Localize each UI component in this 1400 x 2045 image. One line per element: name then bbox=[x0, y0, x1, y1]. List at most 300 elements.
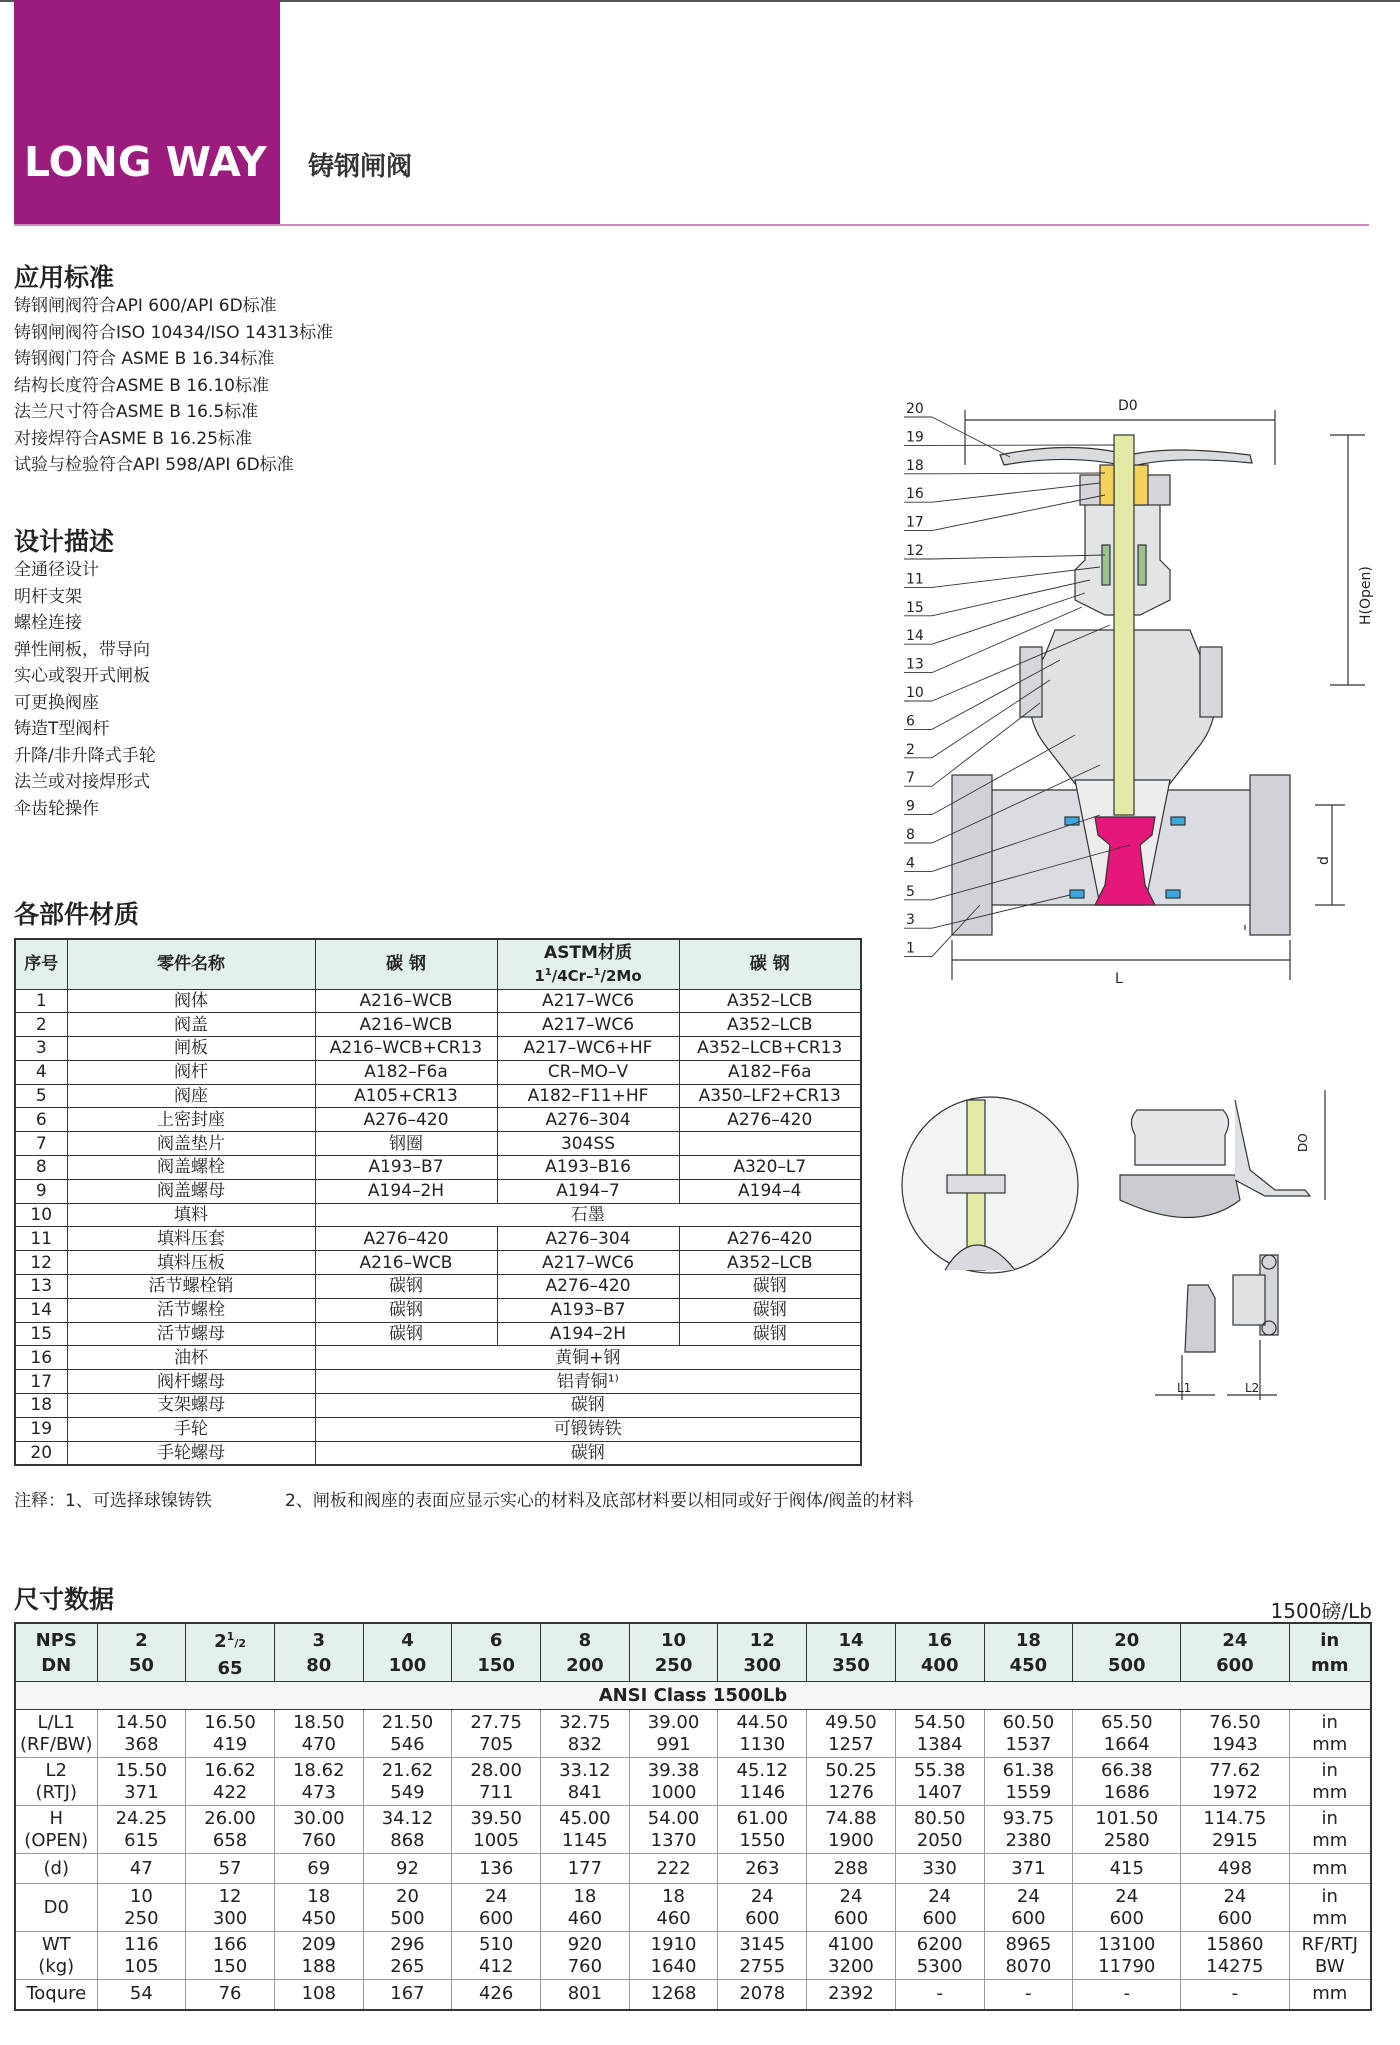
callout-number: 19 bbox=[906, 429, 924, 446]
part-no: 13 bbox=[15, 1275, 67, 1299]
material-cell: A276–420 bbox=[315, 1227, 497, 1251]
material-row bbox=[15, 1132, 861, 1156]
material-row bbox=[15, 1084, 861, 1108]
nps-label: NPS bbox=[35, 1629, 77, 1651]
material-row bbox=[15, 1417, 861, 1441]
design-item: 螺栓连接 bbox=[14, 613, 82, 633]
material-cell: 碳钢 bbox=[315, 1394, 861, 1418]
nps-value: 3 bbox=[312, 1629, 326, 1651]
dim-cell: 80.50 2050 bbox=[895, 1806, 984, 1854]
dim-row bbox=[15, 1806, 1371, 1854]
valve-section-drawing bbox=[900, 385, 1374, 1005]
callout-number: 20 bbox=[906, 401, 924, 417]
dim-cell: 330 bbox=[895, 1854, 984, 1884]
part-no: 20 bbox=[15, 1441, 67, 1465]
design-item: 伞齿轮操作 bbox=[14, 798, 99, 819]
dim-cell: 93.75 2380 bbox=[984, 1806, 1073, 1854]
callout-number: 6 bbox=[906, 713, 915, 730]
dim-cell: 167 bbox=[363, 1980, 452, 2010]
standard-item: 试验与检验符合API 598/API 6D标准 bbox=[14, 455, 294, 475]
callout-number: 17 bbox=[906, 514, 924, 531]
dn-label: DN bbox=[41, 1654, 72, 1676]
material-row bbox=[15, 989, 861, 1013]
material-cell: A350–LF2+CR13 bbox=[679, 1084, 861, 1108]
part-no: 11 bbox=[15, 1227, 67, 1251]
part-name: 阀座 bbox=[67, 1084, 315, 1108]
material-row bbox=[15, 1322, 861, 1346]
dim-cell: 415 bbox=[1073, 1854, 1181, 1884]
dim-cell: 116 105 bbox=[97, 1932, 186, 1980]
part-no: 19 bbox=[15, 1417, 67, 1441]
callout-leader bbox=[932, 483, 1100, 502]
dim-cell: 114.75 2915 bbox=[1181, 1806, 1289, 1854]
dim-row-label: Toqure bbox=[15, 1980, 97, 2010]
part-name: 支架螺母 bbox=[67, 1394, 315, 1418]
dim-row-label: D0 bbox=[15, 1884, 97, 1932]
material-cell: 碳钢 bbox=[679, 1298, 861, 1322]
callout-number: 8 bbox=[906, 827, 915, 843]
note-1: 注释：1、可选择球镍铸铁 bbox=[14, 1491, 212, 1511]
part-no: 14 bbox=[15, 1298, 67, 1322]
design-item: 明杆支架 bbox=[14, 586, 82, 607]
dn-value: 65 bbox=[217, 1658, 243, 1679]
nps-value: 20 bbox=[1114, 1629, 1140, 1651]
dim-label-l: L bbox=[1115, 971, 1123, 987]
dim-cell: 10 250 bbox=[97, 1884, 186, 1932]
nps-value: 16 bbox=[927, 1629, 953, 1651]
dimensions-title: 尺寸数据 bbox=[14, 1585, 115, 1614]
dim-cell: 166 150 bbox=[186, 1932, 275, 1980]
material-cell: 石墨 bbox=[315, 1203, 861, 1227]
size-header bbox=[984, 1623, 1073, 1682]
material-cell: A193–B7 bbox=[315, 1156, 497, 1180]
design-item: 可更换阀座 bbox=[14, 692, 99, 713]
dim-cell: 49.50 1257 bbox=[807, 1710, 896, 1758]
dim-cell: - bbox=[1073, 1980, 1181, 2010]
material-row bbox=[15, 1346, 861, 1370]
dim-cell: 77.62 1972 bbox=[1181, 1758, 1289, 1806]
dim-row bbox=[15, 1980, 1371, 2010]
material-cell: 钢圈 bbox=[315, 1132, 497, 1156]
callout-leader bbox=[932, 703, 1040, 786]
design-list bbox=[14, 557, 156, 822]
dim-cell: 3145 2755 bbox=[718, 1932, 807, 1980]
part-name: 手轮 bbox=[67, 1417, 315, 1441]
dim-cell: 30.00 760 bbox=[274, 1806, 363, 1854]
part-no: 17 bbox=[15, 1370, 67, 1394]
dim-cell: 288 bbox=[807, 1854, 896, 1884]
part-name: 活节螺母 bbox=[67, 1322, 315, 1346]
dim-row bbox=[15, 1710, 1371, 1758]
part-no: 15 bbox=[15, 1322, 67, 1346]
dim-cell: 32.75 832 bbox=[541, 1710, 630, 1758]
material-cell: A217–WC6 bbox=[497, 1013, 679, 1037]
dim-cell: - bbox=[1181, 1980, 1289, 2010]
callout-number: 7 bbox=[906, 770, 915, 787]
brand-block bbox=[14, 0, 280, 225]
material-cell: 碳钢 bbox=[679, 1322, 861, 1346]
nps-value: 10 bbox=[661, 1629, 687, 1651]
dim-cell: 15860 14275 bbox=[1181, 1932, 1289, 1980]
dim-cell: 55.38 1407 bbox=[895, 1758, 984, 1806]
dim-cell: 76.50 1943 bbox=[1181, 1710, 1289, 1758]
dim-cell: 18 460 bbox=[541, 1884, 630, 1932]
material-row bbox=[15, 1179, 861, 1203]
dim-row bbox=[15, 1932, 1371, 1980]
unit-cell: mm bbox=[1289, 1854, 1371, 1884]
material-cell: A352–LCB bbox=[679, 1251, 861, 1275]
dim-cell: 1268 bbox=[629, 1980, 718, 2010]
material-cell: 碳钢 bbox=[315, 1322, 497, 1346]
dim-cell: 60.50 1537 bbox=[984, 1710, 1073, 1758]
material-cell: A182–F6a bbox=[679, 1060, 861, 1084]
design-item: 铸造T型阀杆 bbox=[14, 719, 110, 739]
part-no: 10 bbox=[15, 1203, 67, 1227]
dim-label-d: d bbox=[1316, 856, 1332, 865]
dim-cell: - bbox=[984, 1980, 1073, 2010]
part-no: 12 bbox=[15, 1251, 67, 1275]
size-header bbox=[1073, 1623, 1181, 1682]
col-carbon-2: 碳 钢 bbox=[679, 939, 861, 989]
col-carbon-1: 碳 钢 bbox=[315, 939, 497, 989]
dim-cell: 28.00 711 bbox=[452, 1758, 541, 1806]
dim-cell: 45.00 1145 bbox=[541, 1806, 630, 1854]
dim-label-d0: D0 bbox=[1118, 398, 1138, 414]
material-cell: A216–WCB bbox=[315, 989, 497, 1013]
nps-value: 8 bbox=[578, 1629, 592, 1651]
dim-row bbox=[15, 1884, 1371, 1932]
dn-value: 200 bbox=[566, 1654, 604, 1676]
dim-cell: 50.25 1276 bbox=[807, 1758, 896, 1806]
size-header bbox=[629, 1623, 718, 1682]
nps-value: 4 bbox=[401, 1629, 414, 1651]
design-title: 设计描述 bbox=[14, 527, 115, 556]
standards-title: 应用标准 bbox=[14, 263, 115, 292]
dim-cell: 24 600 bbox=[718, 1884, 807, 1932]
dim-cell: 16.50 419 bbox=[186, 1710, 275, 1758]
callout-number: 11 bbox=[906, 571, 924, 588]
dim-cell: 61.00 1550 bbox=[718, 1806, 807, 1854]
pressure-class: 1500磅/Lb bbox=[1270, 1599, 1372, 1623]
dim-cell: 57 bbox=[186, 1854, 275, 1884]
callout-number: 2 bbox=[906, 741, 915, 758]
dim-cell: 6200 5300 bbox=[895, 1932, 984, 1980]
unit-cell: in mm bbox=[1289, 1884, 1371, 1932]
unit-header: in mm bbox=[1289, 1623, 1371, 1682]
dim-cell: 27.75 705 bbox=[452, 1710, 541, 1758]
callout-number: 13 bbox=[906, 656, 924, 673]
dim-cell: 54 bbox=[97, 1980, 186, 2010]
dim-cell: 69 bbox=[274, 1854, 363, 1884]
design-item: 法兰或对接焊形式 bbox=[14, 772, 150, 792]
part-name: 阀盖螺母 bbox=[67, 1179, 315, 1203]
materials-title: 各部件材质 bbox=[14, 900, 140, 929]
part-name: 填料压板 bbox=[67, 1251, 315, 1275]
dim-cell: 498 bbox=[1181, 1854, 1289, 1884]
valve-detail-drawings bbox=[905, 1080, 1375, 1420]
class-row bbox=[15, 1682, 1371, 1710]
part-no: 3 bbox=[15, 1037, 67, 1061]
dn-value: 100 bbox=[388, 1654, 427, 1676]
unit-cell: in mm bbox=[1289, 1758, 1371, 1806]
material-cell: A216–WCB bbox=[315, 1013, 497, 1037]
material-cell: A193–B7 bbox=[497, 1298, 679, 1322]
dim-row-label: (d) bbox=[15, 1854, 97, 1884]
dim-cell: - bbox=[895, 1980, 984, 2010]
dim-cell: 16.62 422 bbox=[186, 1758, 275, 1806]
col-astm bbox=[497, 939, 679, 989]
part-name: 上密封座 bbox=[67, 1108, 315, 1132]
material-cell: A276–420 bbox=[497, 1275, 679, 1299]
callout-number: 5 bbox=[906, 883, 915, 900]
callout-number: 9 bbox=[906, 798, 915, 815]
part-no: 4 bbox=[15, 1060, 67, 1084]
dim-cell: 39.50 1005 bbox=[452, 1806, 541, 1854]
material-cell: 碳钢 bbox=[679, 1275, 861, 1299]
size-header bbox=[452, 1623, 541, 1682]
callout-leader bbox=[932, 473, 1105, 474]
col-astm-grade: $1^1/4Cr-^1/2Mo$ bbox=[534, 966, 642, 985]
material-cell: A105+CR13 bbox=[315, 1084, 497, 1108]
dn-value: 500 bbox=[1107, 1654, 1146, 1676]
material-cell: A276–420 bbox=[679, 1108, 861, 1132]
material-row bbox=[15, 1298, 861, 1322]
nps-value: 18 bbox=[1015, 1629, 1041, 1651]
material-row bbox=[15, 1275, 861, 1299]
part-no: 5 bbox=[15, 1084, 67, 1108]
material-cell: A216–WCB bbox=[315, 1251, 497, 1275]
dim-cell: 74.88 1900 bbox=[807, 1806, 896, 1854]
material-cell: A217–WC6 bbox=[497, 1251, 679, 1275]
nps-value: $2^1/2$ bbox=[214, 1630, 246, 1652]
dim-cell: 13100 11790 bbox=[1073, 1932, 1181, 1980]
dim-row-label: H (OPEN) bbox=[15, 1806, 97, 1854]
part-name: 手轮螺母 bbox=[67, 1441, 315, 1465]
callout-number: 18 bbox=[906, 457, 924, 474]
col-no: 序号 bbox=[15, 939, 67, 989]
dim-cell: 801 bbox=[541, 1980, 630, 2010]
standard-item: 铸钢闸阀符合API 600/API 6D标准 bbox=[14, 296, 277, 316]
size-header bbox=[807, 1623, 896, 1682]
dim-cell: 24 600 bbox=[807, 1884, 896, 1932]
material-cell: 碳钢 bbox=[315, 1441, 861, 1465]
dim-cell: 24 600 bbox=[895, 1884, 984, 1932]
material-cell: 304SS bbox=[497, 1132, 679, 1156]
dim-cell: 76 bbox=[186, 1980, 275, 2010]
dim-cell: 39.38 1000 bbox=[629, 1758, 718, 1806]
material-cell: A217–WC6+HF bbox=[497, 1037, 679, 1061]
dim-cell: 34.12 868 bbox=[363, 1806, 452, 1854]
size-header bbox=[1181, 1623, 1289, 1682]
dim-cell: 24 600 bbox=[1181, 1884, 1289, 1932]
nps-dn-header bbox=[15, 1623, 97, 1682]
dim-label-do: DO bbox=[1296, 1133, 1310, 1152]
materials-table bbox=[14, 938, 862, 1466]
size-header bbox=[186, 1623, 275, 1682]
dn-value: 80 bbox=[306, 1654, 332, 1676]
standard-item: 结构长度符合ASME B 16.10标准 bbox=[14, 375, 269, 396]
dim-cell: 136 bbox=[452, 1854, 541, 1884]
size-header bbox=[541, 1623, 630, 1682]
material-cell bbox=[679, 1132, 861, 1156]
part-name: 活节螺栓 bbox=[67, 1298, 315, 1322]
callout-number: 14 bbox=[906, 628, 924, 645]
nps-value: 12 bbox=[749, 1629, 775, 1651]
dim-cell: 14.50 368 bbox=[97, 1710, 186, 1758]
header-divider bbox=[14, 224, 1369, 226]
material-cell: 碳钢 bbox=[315, 1298, 497, 1322]
material-row bbox=[15, 1060, 861, 1084]
material-row bbox=[15, 1108, 861, 1132]
dim-row-label: WT (kg) bbox=[15, 1932, 97, 1980]
note-2: 2、闸板和阀座的表面应显示实心的材料及底部材料要以相同或好于阀体/阀盖的材料 bbox=[285, 1491, 914, 1511]
dim-row bbox=[15, 1758, 1371, 1806]
callout-leader bbox=[932, 580, 1090, 616]
material-row bbox=[15, 1156, 861, 1180]
nps-value: 14 bbox=[838, 1629, 864, 1651]
material-cell: A194–4 bbox=[679, 1179, 861, 1203]
dim-cell: 54.50 1384 bbox=[895, 1710, 984, 1758]
dim-cell: 4100 3200 bbox=[807, 1932, 896, 1980]
part-no: 18 bbox=[15, 1394, 67, 1418]
callout-number: 15 bbox=[906, 599, 924, 616]
dn-value: 450 bbox=[1009, 1654, 1048, 1676]
material-cell: A276–420 bbox=[315, 1108, 497, 1132]
dim-cell: 371 bbox=[984, 1854, 1073, 1884]
design-item: 弹性闸板，带导向 bbox=[14, 639, 150, 660]
dim-cell: 2078 bbox=[718, 1980, 807, 2010]
material-cell: A320–L7 bbox=[679, 1156, 861, 1180]
callout-leader bbox=[932, 555, 1105, 559]
class-label: ANSI Class 1500Lb bbox=[15, 1682, 1371, 1710]
dim-cell: 18.50 470 bbox=[274, 1710, 363, 1758]
dim-cell: 101.50 2580 bbox=[1073, 1806, 1181, 1854]
unit-cell: in mm bbox=[1289, 1710, 1371, 1758]
callout-number: 4 bbox=[906, 855, 915, 872]
part-no: 9 bbox=[15, 1179, 67, 1203]
standard-item: 对接焊符合ASME B 16.25标准 bbox=[14, 428, 252, 449]
dn-value: 300 bbox=[743, 1654, 782, 1676]
dim-cell: 18.62 473 bbox=[274, 1758, 363, 1806]
dim-cell: 24.25 615 bbox=[97, 1806, 186, 1854]
dim-label-l2: L2 bbox=[1245, 1381, 1260, 1395]
part-name: 阀体 bbox=[67, 989, 315, 1013]
dim-cell: 54.00 1370 bbox=[629, 1806, 718, 1854]
callout-number: 3 bbox=[906, 912, 915, 929]
material-cell: A193–B16 bbox=[497, 1156, 679, 1180]
size-header bbox=[97, 1623, 186, 1682]
size-header bbox=[895, 1623, 984, 1682]
material-cell: A194–7 bbox=[497, 1179, 679, 1203]
part-name: 油杯 bbox=[67, 1346, 315, 1370]
material-cell: A216–WCB+CR13 bbox=[315, 1037, 497, 1061]
part-name: 阀盖垫片 bbox=[67, 1132, 315, 1156]
callout-number: 12 bbox=[906, 543, 924, 559]
dim-cell: 20 500 bbox=[363, 1884, 452, 1932]
col-name: 零件名称 bbox=[67, 939, 315, 989]
callout-number: 16 bbox=[906, 486, 924, 503]
dim-cell: 21.50 546 bbox=[363, 1710, 452, 1758]
dim-cell: 920 760 bbox=[541, 1932, 630, 1980]
callout-number: 1 bbox=[906, 940, 915, 957]
material-cell: A352–LCB bbox=[679, 1013, 861, 1037]
size-header bbox=[363, 1623, 452, 1682]
part-no: 7 bbox=[15, 1132, 67, 1156]
dn-value: 600 bbox=[1216, 1654, 1254, 1676]
dim-cell: 510 412 bbox=[452, 1932, 541, 1980]
material-cell: A182–F6a bbox=[315, 1060, 497, 1084]
dim-cell: 24 600 bbox=[452, 1884, 541, 1932]
dim-cell: 39.00 991 bbox=[629, 1710, 718, 1758]
brand-logo: LONG WAY bbox=[24, 138, 267, 186]
material-cell: A276–304 bbox=[497, 1227, 679, 1251]
material-cell: A217–WC6 bbox=[497, 989, 679, 1013]
standard-item: 铸钢闸阀符合ISO 10434/ISO 14313标准 bbox=[14, 322, 334, 343]
dim-cell: 209 188 bbox=[274, 1932, 363, 1980]
size-header bbox=[718, 1623, 807, 1682]
dim-row bbox=[15, 1854, 1371, 1884]
dim-cell: 26.00 658 bbox=[186, 1806, 275, 1854]
material-row bbox=[15, 1394, 861, 1418]
part-name: 阀盖螺栓 bbox=[67, 1156, 315, 1180]
material-row bbox=[15, 1251, 861, 1275]
dim-cell: 177 bbox=[541, 1854, 630, 1884]
page-subtitle: 铸钢闸阀 bbox=[308, 152, 413, 182]
dim-cell: 24 600 bbox=[1073, 1884, 1181, 1932]
dim-row-label: L/L1 (RF/BW) bbox=[15, 1710, 97, 1758]
material-cell: A352–LCB+CR13 bbox=[679, 1037, 861, 1061]
unit-cell: RF/RTJ BW bbox=[1289, 1932, 1371, 1980]
unit-cell: in mm bbox=[1289, 1806, 1371, 1854]
material-cell: A194–2H bbox=[315, 1179, 497, 1203]
dim-cell: 92 bbox=[363, 1854, 452, 1884]
dim-cell: 426 bbox=[452, 1980, 541, 2010]
part-name: 填料 bbox=[67, 1203, 315, 1227]
dim-cell: 66.38 1686 bbox=[1073, 1758, 1181, 1806]
part-name: 阀杆 bbox=[67, 1060, 315, 1084]
part-no: 2 bbox=[15, 1013, 67, 1037]
callout-leader bbox=[932, 495, 1105, 531]
dimensions-table bbox=[14, 1622, 1372, 2011]
dim-cell: 61.38 1559 bbox=[984, 1758, 1073, 1806]
material-row bbox=[15, 1013, 861, 1037]
dim-label-l1: L1 bbox=[1177, 1381, 1192, 1395]
dim-cell: 21.62 549 bbox=[363, 1758, 452, 1806]
dim-label-h: H(Open) bbox=[1358, 566, 1374, 625]
material-cell: CR–MO–V bbox=[497, 1060, 679, 1084]
dim-cell: 45.12 1146 bbox=[718, 1758, 807, 1806]
design-item: 全通径设计 bbox=[14, 560, 99, 580]
material-row bbox=[15, 1203, 861, 1227]
design-item: 升降/非升降式手轮 bbox=[14, 745, 156, 766]
material-cell: 黄铜+钢 bbox=[315, 1346, 861, 1370]
dim-cell: 44.50 1130 bbox=[718, 1710, 807, 1758]
material-row bbox=[15, 1227, 861, 1251]
unit-cell: mm bbox=[1289, 1980, 1371, 2010]
material-row bbox=[15, 1037, 861, 1061]
design-item: 实心或裂开式闸板 bbox=[14, 666, 150, 686]
dn-value: 400 bbox=[920, 1654, 959, 1676]
material-cell: 碳钢 bbox=[315, 1275, 497, 1299]
dim-row-label: L2 (RTJ) bbox=[15, 1758, 97, 1806]
material-cell: A276–304 bbox=[497, 1108, 679, 1132]
part-no: 6 bbox=[15, 1108, 67, 1132]
dim-cell: 18 460 bbox=[629, 1884, 718, 1932]
col-astm-title: ASTM材质 bbox=[544, 942, 632, 963]
part-name: 闸板 bbox=[67, 1037, 315, 1061]
dn-value: 50 bbox=[128, 1654, 154, 1676]
dim-cell: 8965 8070 bbox=[984, 1932, 1073, 1980]
